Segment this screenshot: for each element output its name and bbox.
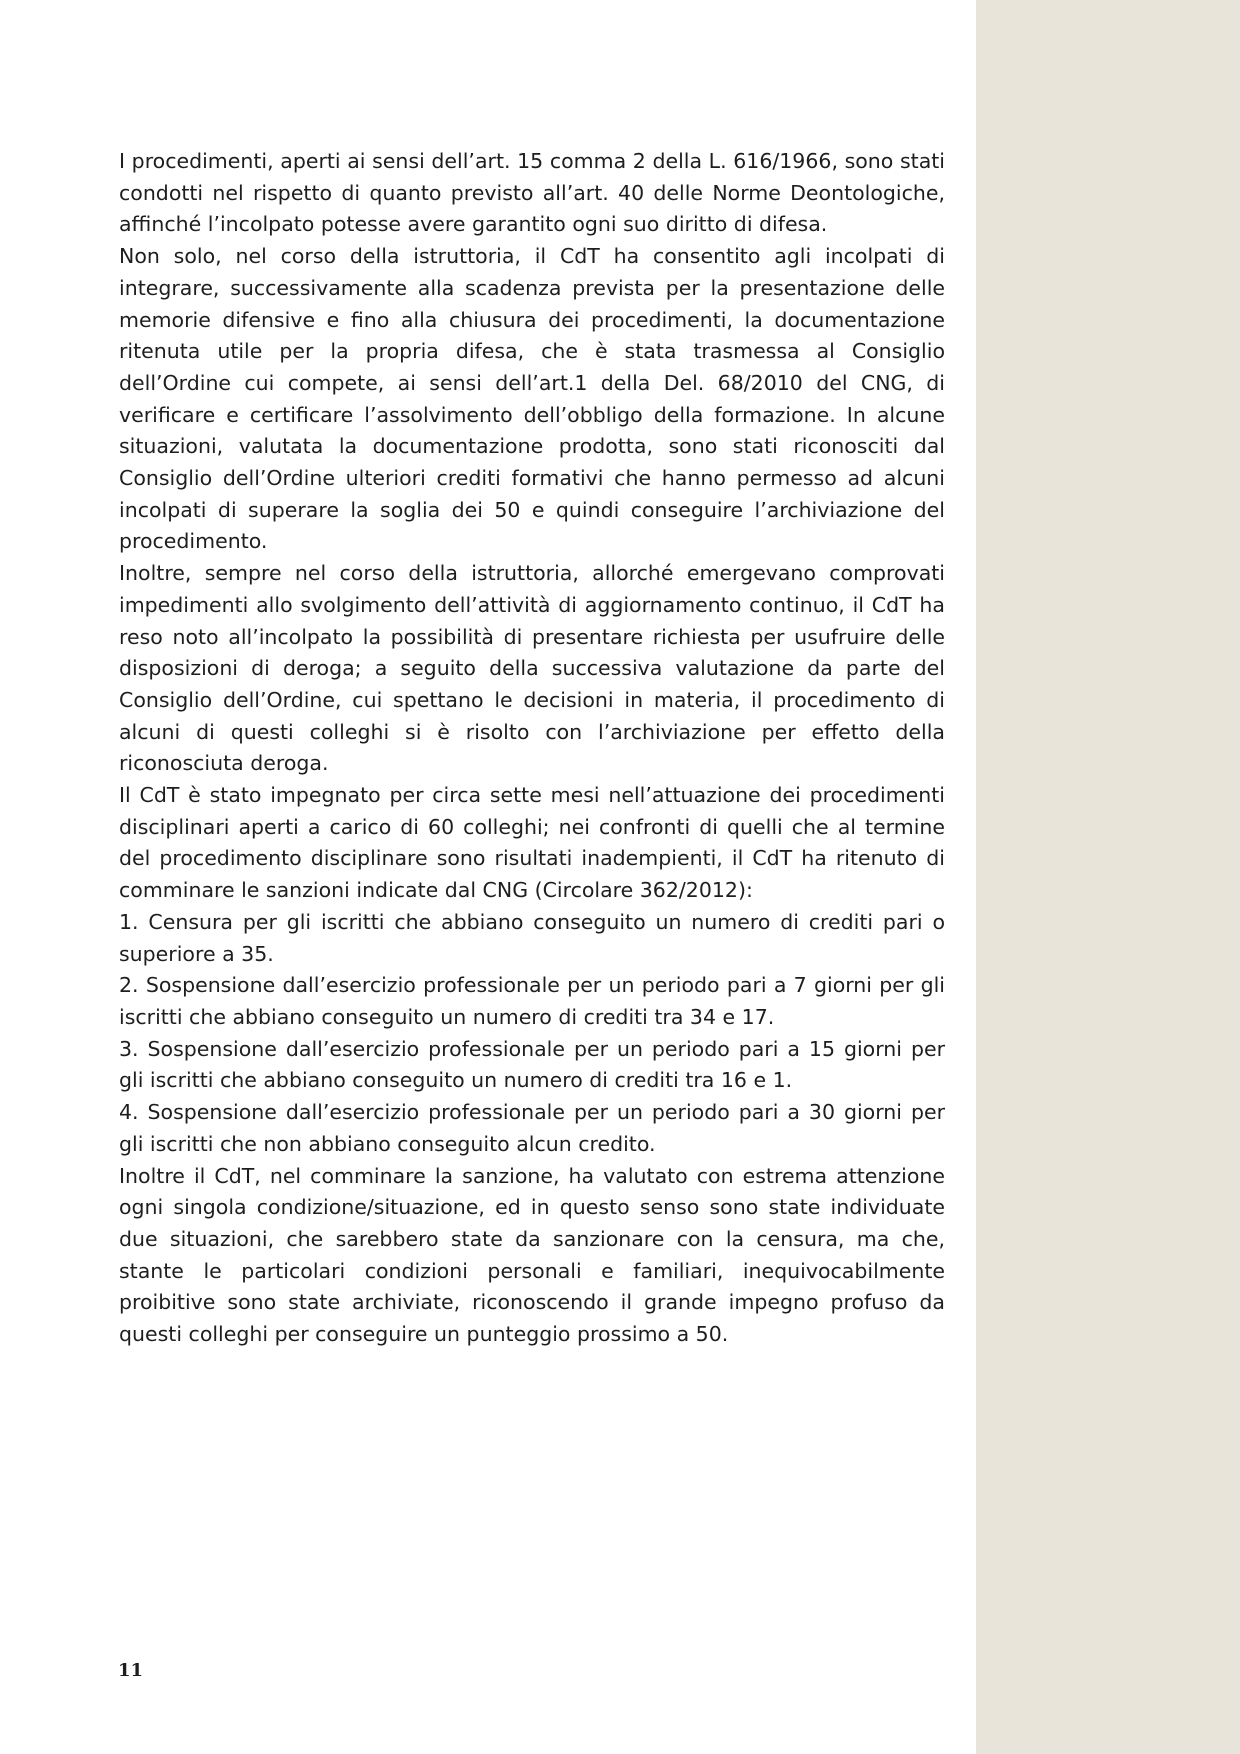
- list-item-sospensione-15: 3. Sospensione dall’esercizio professionale per un periodo pari a 15 giorni per gli iscritti che abbiano conseguito un numero di crediti tra 16 e 1.: [119, 1036, 945, 1093]
- paragraph-conclusione: Inoltre il CdT, nel comminare la sanzione, ha valutato con estrema attenzione ogni singola condizione/situazione, ed in questo senso sono state individuate due situazioni, che sarebbero state da sanzionare con la censura, ma che, stante le particolari condizioni personali e familiari, inequivocabilmente proibitive sono state archiviate, riconoscendo il grande impegno profuso da questi colleghi per conseguire un punteggio prossimo a 50.: [119, 1163, 945, 1347]
- paragraph-articolo-15: I procedimenti, aperti ai sensi dell’art. 15 comma 2 della L. 616/1966, sono stati condotti nel rispetto di quanto previsto all’art. 40 delle Norme Deontologiche, affinché l’incolpato potesse avere garantito ogni suo diritto di difesa.: [119, 149, 945, 237]
- paragraph-sanzioni-intro: Il CdT è stato impegnato per circa sette mesi nell’attuazione dei procedimenti disciplinari aperti a carico di 60 colleghi; nei confronti di quelli che al termine del procedimento disciplinare sono risultati inadempienti, il CdT ha ritenuto di comminare le sanzioni indicate dal CNG (Circolare 362/2012):: [119, 783, 945, 903]
- list-item-sospensione-7: 2. Sospensione dall’esercizio professionale per un periodo pari a 7 giorni per gli iscritti che abbiano conseguito un numero di crediti tra 34 e 17.: [119, 973, 945, 1029]
- paragraph-deroga: Inoltre, sempre nel corso della istruttoria, allorché emergevano comprovati impedimenti allo svolgimento dell’attività di aggiornamento continuo, il CdT ha reso noto all’incolpato la possibilità di presentare richiesta per usufruire delle disposizioni di deroga; a seguito della successiva valutazione da parte del Consiglio dell’Ordine, cui spettano le decisioni in materia, il procedimento di alcuni di questi colleghi si è risolto con l’archiviazione per effetto della riconosciuta deroga.: [119, 561, 945, 776]
- paragraph-istruttoria: Non solo, nel corso della istruttoria, il CdT ha consentito agli incolpati di integrare, successivamente alla scadenza prevista per la presentazione delle memorie difensive e fino alla chiusura dei procedimenti, la documentazione ritenuta utile per la propria difesa, che è stata trasmessa al Consiglio dell’Ordine cui compete, ai sensi dell’art.1 della Del. 68/2010 del CNG, di verificare e certificare l’assolvimento dell’obbligo della formazione. In alcune situazioni, valutata la documentazione prodotta, sono stati riconosciti dal Consiglio dell’Ordine ulteriori crediti formativi che hanno permesso ad alcuni incolpati di superare la soglia dei 50 e quindi conseguire l’archiviazione del procedimento.: [119, 244, 945, 554]
- list-item-censura: 1. Censura per gli iscritti che abbiano conseguito un numero di crediti pari o superiore a 35.: [119, 909, 945, 966]
- page-number: 11: [118, 1660, 144, 1681]
- body-text: [119, 146, 945, 1351]
- list-item-sospensione-30: 4. Sospensione dall’esercizio professionale per un periodo pari a 30 giorni per gli iscritti che non abbiano conseguito alcun credito.: [119, 1100, 945, 1156]
- decorative-side-band: [976, 0, 1240, 1754]
